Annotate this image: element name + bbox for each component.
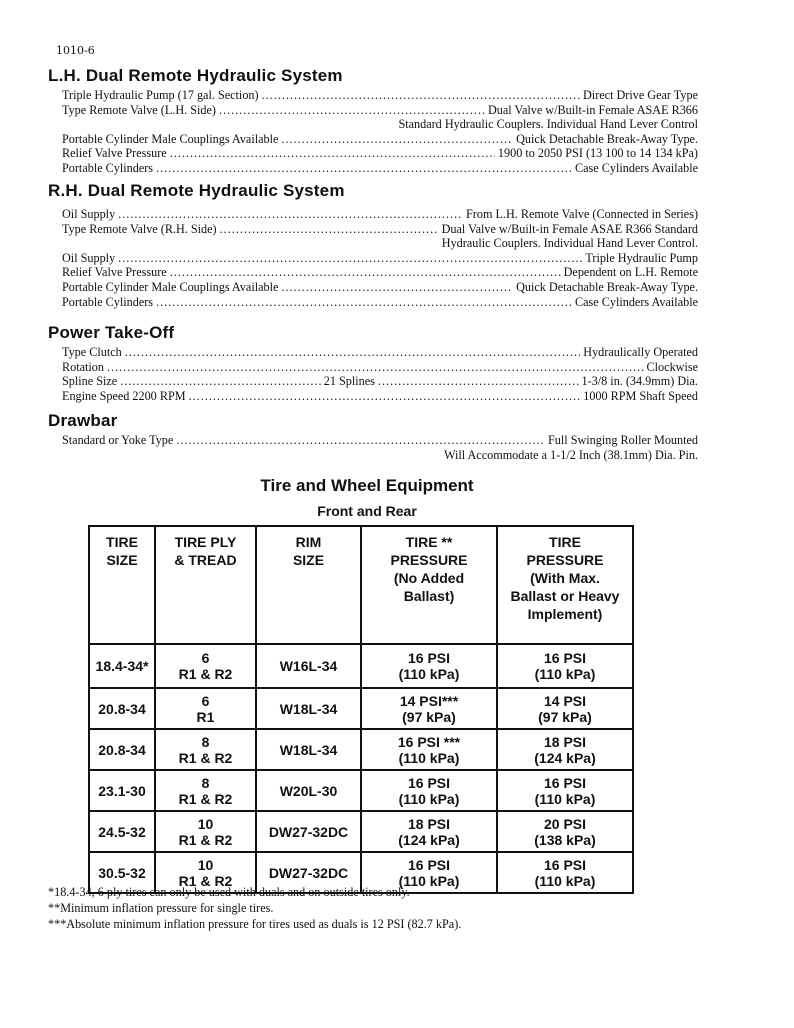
footnote: ***Absolute minimum inflation pressure for tires used as duals is 12 PSI (82.7 kPa). — [48, 917, 462, 931]
cell-pressure-max-ballast: 16 PSI (110 kPa) — [497, 770, 633, 811]
spec-value: Quick Detachable Break-Away Type. — [516, 131, 698, 146]
cell-ply-tread: 10 R1 & R2 — [155, 811, 256, 852]
tire-table — [88, 525, 634, 894]
cell-pressure-no-ballast: 16 PSI (110 kPa) — [361, 644, 497, 688]
spec-label: Oil Supply — [62, 207, 116, 221]
spec-value: From L.H. Remote Valve (Connected in Series) — [466, 207, 698, 221]
leader-dots — [118, 251, 582, 266]
leader-dots — [120, 374, 321, 389]
cell-ply-tread: 8 R1 & R2 — [155, 729, 256, 770]
rh-hydraulic-section — [48, 181, 698, 309]
cell-pressure-no-ballast: 16 PSI (110 kPa) — [361, 770, 497, 811]
tire-table-subtitle: Front and Rear — [317, 503, 417, 519]
lh-hydraulic-section — [48, 66, 698, 176]
spec-label: Portable Cylinder Male Couplings Available — [62, 279, 279, 294]
table-row — [89, 644, 633, 688]
spec-label: Type Clutch — [62, 345, 122, 359]
spec-value: 1-3/8 in. (34.9mm) Dia. — [581, 374, 698, 389]
spec-row — [48, 345, 698, 360]
spec-row — [48, 389, 698, 404]
spec-row — [48, 265, 698, 280]
spec-value: 1000 RPM Shaft Speed — [583, 388, 698, 403]
spec-row — [48, 433, 698, 448]
spec-row — [48, 103, 698, 118]
cell-pressure-max-ballast: 16 PSI (110 kPa) — [497, 644, 633, 688]
spec-value: Direct Drive Gear Type — [583, 88, 698, 102]
pto-section-title: Power Take-Off — [48, 323, 175, 342]
spec-value: Case Cylinders Available — [575, 160, 698, 175]
spec-row — [48, 280, 698, 295]
cell-tire-size: 30.5-32 — [89, 852, 155, 893]
rh-section-title: R.H. Dual Remote Hydraulic System — [48, 181, 345, 200]
cell-ply-tread: 6 R1 & R2 — [155, 644, 256, 688]
leader-dots — [107, 360, 644, 375]
spec-value-continuation: Standard Hydraulic Couplers. Individual Hand Lever Control — [398, 117, 698, 132]
spec-row — [48, 132, 698, 147]
table-row — [89, 770, 633, 811]
spec-row — [48, 251, 698, 266]
leader-dots — [156, 295, 572, 310]
spec-value: 1900 to 2050 PSI (13 100 to 14 134 kPa) — [497, 146, 698, 161]
cell-pressure-no-ballast: 16 PSI (110 kPa) — [361, 852, 497, 893]
page-number: 1010-6 — [56, 44, 95, 57]
table-row — [89, 729, 633, 770]
col-header-pressure-max-ballast: TIRE PRESSURE (With Max. Ballast or Heavy Implement) — [497, 526, 633, 644]
cell-ply-tread: 10 R1 & R2 — [155, 852, 256, 893]
spec-value-continuation: Will Accommodate a 1-1/2 Inch (38.1mm) Dia. Pin. — [443, 447, 698, 462]
spec-value: Case Cylinders Available — [575, 294, 698, 309]
spec-label: Type Remote Valve (R.H. Side) — [62, 221, 217, 236]
cell-tire-size: 20.8-34 — [89, 688, 155, 729]
col-header-tire-size: TIRE SIZE — [89, 526, 155, 644]
table-row — [89, 688, 633, 729]
cell-pressure-no-ballast: 14 PSI*** (97 kPa) — [361, 688, 497, 729]
cell-tire-size: 18.4-34* — [89, 644, 155, 688]
tire-table-title: Tire and Wheel Equipment — [260, 476, 474, 495]
spec-row — [48, 295, 698, 310]
cell-pressure-no-ballast: 16 PSI *** (110 kPa) — [361, 729, 497, 770]
col-header-pressure-no-ballast: TIRE ** PRESSURE (No Added Ballast) — [361, 526, 497, 644]
cell-rim-size: W16L-34 — [256, 644, 361, 688]
spec-row — [48, 161, 698, 176]
cell-rim-size: DW27-32DC — [256, 811, 361, 852]
spec-row — [48, 146, 698, 161]
pto-section — [48, 323, 698, 403]
spec-row — [48, 360, 698, 375]
spec-label: Portable Cylinders — [62, 160, 154, 175]
cell-rim-size: DW27-32DC — [256, 852, 361, 893]
leader-dots — [118, 207, 463, 222]
leader-dots — [176, 433, 545, 448]
leader-dots — [156, 161, 572, 176]
table-row — [89, 811, 633, 852]
spec-row — [48, 88, 698, 103]
col-header-rim-size: RIM SIZE — [256, 526, 361, 644]
spec-label: Portable Cylinders — [62, 294, 154, 309]
cell-rim-size: W20L-30 — [256, 770, 361, 811]
spec-label: Oil Supply — [62, 250, 116, 265]
spec-value: Triple Hydraulic Pump — [585, 250, 698, 265]
spec-label: Standard or Yoke Type — [62, 433, 174, 447]
leader-dots — [170, 146, 495, 161]
spec-row — [48, 222, 698, 237]
cell-pressure-max-ballast: 14 PSI (97 kPa) — [497, 688, 633, 729]
cell-rim-size: W18L-34 — [256, 729, 361, 770]
cell-pressure-max-ballast: 16 PSI (110 kPa) — [497, 852, 633, 893]
col-header-ply-tread: TIRE PLY & TREAD — [155, 526, 256, 644]
spec-value: Dual Valve w/Built-in Female ASAE R366 — [488, 102, 698, 117]
cell-rim-size: W18L-34 — [256, 688, 361, 729]
drawbar-section-title: Drawbar — [48, 411, 118, 430]
spec-label: Rotation — [62, 359, 104, 374]
leader-dots — [125, 345, 581, 360]
spec-value: Clockwise — [646, 359, 698, 374]
leader-dots — [220, 222, 439, 237]
spec-label: Portable Cylinder Male Couplings Available — [62, 131, 279, 146]
leader-dots — [262, 88, 580, 103]
leader-dots — [281, 132, 513, 147]
spec-label: Spline Size — [62, 374, 118, 389]
spec-value: Full Swinging Roller Mounted — [548, 433, 698, 447]
cell-ply-tread: 8 R1 & R2 — [155, 770, 256, 811]
leader-dots — [189, 389, 581, 404]
cell-tire-size: 23.1-30 — [89, 770, 155, 811]
spec-label: Engine Speed 2200 RPM — [62, 388, 186, 403]
leader-dots — [170, 265, 561, 280]
footnote: *18.4-34, 6 ply tires can only be used with duals and on outside tires only. — [48, 885, 410, 899]
spec-value: Dependent on L.H. Remote — [563, 265, 698, 280]
cell-tire-size: 20.8-34 — [89, 729, 155, 770]
lh-section-title: L.H. Dual Remote Hydraulic System — [48, 66, 343, 85]
cell-ply-tread: 6 R1 — [155, 688, 256, 729]
spec-label: Triple Hydraulic Pump (17 gal. Section) — [62, 88, 259, 102]
leader-dots — [219, 103, 485, 118]
drawbar-section — [48, 411, 698, 462]
spec-value-continuation: Hydraulic Couplers. Individual Hand Lever Control. — [441, 236, 698, 251]
table-header-row — [89, 526, 633, 644]
leader-dots — [378, 374, 579, 389]
spec-label: Relief Valve Pressure — [62, 146, 167, 161]
spec-value: Quick Detachable Break-Away Type. — [516, 279, 698, 294]
cell-tire-size: 24.5-32 — [89, 811, 155, 852]
spec-mid-value: 21 Splines — [323, 374, 375, 389]
spec-label: Relief Valve Pressure — [62, 265, 167, 280]
spec-label: Type Remote Valve (L.H. Side) — [62, 102, 216, 117]
spec-row — [48, 207, 698, 222]
spec-value: Hydraulically Operated — [583, 345, 698, 359]
cell-pressure-no-ballast: 18 PSI (124 kPa) — [361, 811, 497, 852]
leader-dots — [281, 280, 513, 295]
cell-pressure-max-ballast: 18 PSI (124 kPa) — [497, 729, 633, 770]
spec-value: Dual Valve w/Built-in Female ASAE R366 Standard — [441, 221, 698, 236]
cell-pressure-max-ballast: 20 PSI (138 kPa) — [497, 811, 633, 852]
footnote: **Minimum inflation pressure for single tires. — [48, 901, 274, 915]
spec-row — [48, 374, 698, 389]
